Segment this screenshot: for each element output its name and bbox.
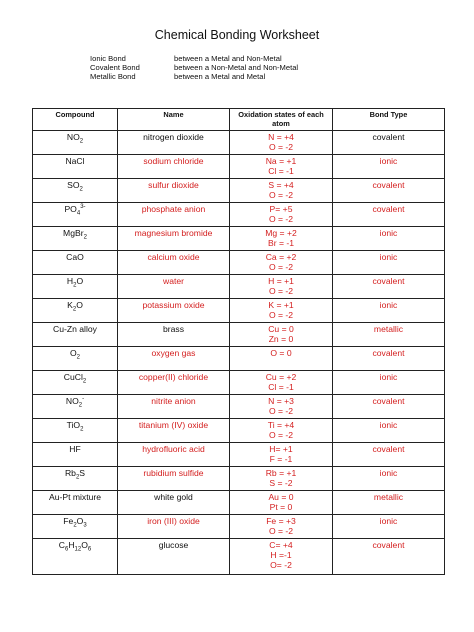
- oxidation-state: Cl = -1: [268, 166, 294, 176]
- bond-type-cell: metallic: [333, 491, 445, 515]
- name-cell: rubidium sulfide: [118, 467, 230, 491]
- bond-type-cell: metallic: [333, 323, 445, 347]
- oxidation-cell: [230, 467, 333, 491]
- bond-type-cell: covalent: [333, 179, 445, 203]
- definition-row: [90, 54, 298, 63]
- oxidation-state: O = -2: [268, 214, 294, 224]
- bond-type-cell: ionic: [333, 251, 445, 275]
- oxidation-state: S = -2: [269, 478, 293, 488]
- oxidation-state: Cu = 0: [268, 324, 294, 334]
- definition-row: [90, 63, 298, 72]
- worksheet-title: Chemical Bonding Worksheet: [154, 28, 320, 42]
- name-cell: calcium oxide: [118, 251, 230, 275]
- compound-cell: Au-Pt mixture: [33, 491, 118, 515]
- compound-cell: HF: [33, 443, 118, 467]
- bonding-table: [32, 108, 445, 575]
- compound-cell: $SO_2$: [33, 179, 118, 203]
- name-cell: white gold: [118, 491, 230, 515]
- oxidation-cell: [230, 491, 333, 515]
- table-row: [33, 179, 445, 203]
- compound-cell: TiO$_2$: [33, 419, 118, 443]
- oxidation-state: F = -1: [269, 454, 293, 464]
- bond-type-cell: covalent: [333, 395, 445, 419]
- oxidation-state: O = -2: [268, 142, 294, 152]
- oxidation-state: O= -2: [270, 560, 292, 570]
- oxidation-state: Zn = 0: [268, 334, 294, 344]
- compound-cell: $Fe_2O_3$: [33, 515, 118, 539]
- name-cell: copper(II) chloride: [118, 371, 230, 395]
- oxidation-state: N = +3: [268, 396, 294, 406]
- table-row: [33, 323, 445, 347]
- oxidation-cell: [230, 347, 333, 371]
- oxidation-cell: [230, 515, 333, 539]
- table-row: [33, 539, 445, 575]
- name-cell: oxygen gas: [118, 347, 230, 371]
- oxidation-cell: [230, 227, 333, 251]
- oxidation-cell: [230, 419, 333, 443]
- bond-type-cell: covalent: [333, 131, 445, 155]
- oxidation-state: Rb = +1: [265, 468, 297, 478]
- oxidation-state: Cl = -1: [268, 382, 294, 392]
- oxidation-cell: [230, 539, 333, 575]
- header-compound: Compound: [33, 109, 118, 131]
- compound-cell: $Rb_2S$: [33, 467, 118, 491]
- table-row: [33, 491, 445, 515]
- oxidation-state: Pt = 0: [269, 502, 293, 512]
- oxidation-cell: [230, 299, 333, 323]
- oxidation-cell: [230, 155, 333, 179]
- compound-cell: $NO_2^-$: [33, 395, 118, 419]
- definition-meaning: between a Metal and Non-Metal: [174, 54, 282, 63]
- oxidation-state: Ti = +4: [267, 420, 295, 430]
- table-row: [33, 131, 445, 155]
- table-row: [33, 203, 445, 227]
- table-row: [33, 227, 445, 251]
- oxidation-state: O = -2: [268, 526, 294, 536]
- oxidation-state: H =-1: [270, 550, 292, 560]
- compound-cell: CuCl$_2$: [33, 371, 118, 395]
- name-cell: nitrite anion: [118, 395, 230, 419]
- table-row: [33, 467, 445, 491]
- name-cell: titanium (IV) oxide: [118, 419, 230, 443]
- definition-term: Ionic Bond: [90, 54, 126, 63]
- table-row: [33, 275, 445, 299]
- compound-cell: $H_2O$: [33, 275, 118, 299]
- table-row: [33, 347, 445, 371]
- table-row: [33, 299, 445, 323]
- oxidation-state: N = +4: [268, 132, 294, 142]
- bond-type-cell: covalent: [333, 443, 445, 467]
- oxidation-state: O = -2: [268, 190, 294, 200]
- oxidation-state: H= +1: [269, 444, 293, 454]
- compound-cell: MgBr$_2$: [33, 227, 118, 251]
- oxidation-state: H = +1: [268, 276, 294, 286]
- oxidation-cell: [230, 179, 333, 203]
- compound-cell: CaO: [33, 251, 118, 275]
- table-row: [33, 443, 445, 467]
- name-cell: hydrofluoric acid: [118, 443, 230, 467]
- name-cell: iron (III) oxide: [118, 515, 230, 539]
- oxidation-cell: [230, 443, 333, 467]
- bond-type-cell: covalent: [333, 275, 445, 299]
- table-row: [33, 371, 445, 395]
- definition-row: [90, 72, 298, 81]
- bond-type-cell: ionic: [333, 299, 445, 323]
- oxidation-cell: [230, 131, 333, 155]
- oxidation-state: Cu = +2: [265, 372, 297, 382]
- oxidation-cell: [230, 323, 333, 347]
- oxidation-state: C= +4: [269, 540, 293, 550]
- oxidation-state: Na = +1: [265, 156, 297, 166]
- bond-type-cell: ionic: [333, 467, 445, 491]
- oxidation-state: Br = -1: [267, 238, 295, 248]
- compound-cell: $NO_2$: [33, 131, 118, 155]
- table-header-row: [33, 109, 445, 131]
- oxidation-state: Au = 0: [268, 492, 294, 502]
- oxidation-state: Fe = +3: [266, 516, 296, 526]
- oxidation-state: S = +4: [268, 180, 294, 190]
- bond-type-cell: ionic: [333, 515, 445, 539]
- oxidation-cell: [230, 275, 333, 299]
- name-cell: sulfur dioxide: [118, 179, 230, 203]
- table-row: [33, 395, 445, 419]
- bond-type-cell: covalent: [333, 347, 445, 371]
- bond-type-cell: ionic: [333, 419, 445, 443]
- table-row: [33, 515, 445, 539]
- table-row: [33, 419, 445, 443]
- name-cell: sodium chloride: [118, 155, 230, 179]
- table-row: [33, 155, 445, 179]
- oxidation-state: O = -2: [268, 286, 294, 296]
- compound-cell: $O_2$: [33, 347, 118, 371]
- compound-cell: $K_2O$: [33, 299, 118, 323]
- name-cell: phosphate anion: [118, 203, 230, 227]
- bond-definitions: [90, 54, 298, 81]
- bond-type-cell: covalent: [333, 203, 445, 227]
- bond-type-cell: ionic: [333, 227, 445, 251]
- oxidation-state: K = +1: [268, 300, 294, 310]
- oxidation-cell: [230, 203, 333, 227]
- name-cell: glucose: [118, 539, 230, 575]
- oxidation-state: O = -2: [268, 262, 294, 272]
- header-bond-type: Bond Type: [333, 109, 445, 131]
- oxidation-state: O = 0: [270, 348, 292, 358]
- compound-cell: $C_6H_{12}O_6$: [33, 539, 118, 575]
- compound-cell: Cu-Zn alloy: [33, 323, 118, 347]
- oxidation-state: P= +5: [269, 204, 293, 214]
- oxidation-cell: [230, 251, 333, 275]
- definition-meaning: between a Metal and Metal: [174, 72, 266, 81]
- definition-meaning: between a Non-Metal and Non-Metal: [174, 63, 299, 72]
- name-cell: magnesium bromide: [118, 227, 230, 251]
- compound-cell: $PO_4^{3-}$: [33, 203, 118, 227]
- oxidation-cell: [230, 395, 333, 419]
- oxidation-state: Mg = +2: [265, 228, 297, 238]
- header-oxidation: Oxidation states of each atom: [230, 109, 333, 131]
- name-cell: nitrogen dioxide: [118, 131, 230, 155]
- name-cell: potassium oxide: [118, 299, 230, 323]
- name-cell: brass: [118, 323, 230, 347]
- oxidation-cell: [230, 371, 333, 395]
- oxidation-state: O = -2: [268, 310, 294, 320]
- bond-type-cell: ionic: [333, 155, 445, 179]
- header-name: Name: [118, 109, 230, 131]
- bond-type-cell: covalent: [333, 539, 445, 575]
- oxidation-state: O = -2: [268, 406, 294, 416]
- oxidation-state: Ca = +2: [265, 252, 297, 262]
- table-row: [33, 251, 445, 275]
- definition-term: Metallic Bond: [90, 72, 136, 81]
- oxidation-state: O = -2: [268, 430, 294, 440]
- compound-cell: NaCl: [33, 155, 118, 179]
- bond-type-cell: ionic: [333, 371, 445, 395]
- name-cell: water: [118, 275, 230, 299]
- definition-term: Covalent Bond: [90, 63, 140, 72]
